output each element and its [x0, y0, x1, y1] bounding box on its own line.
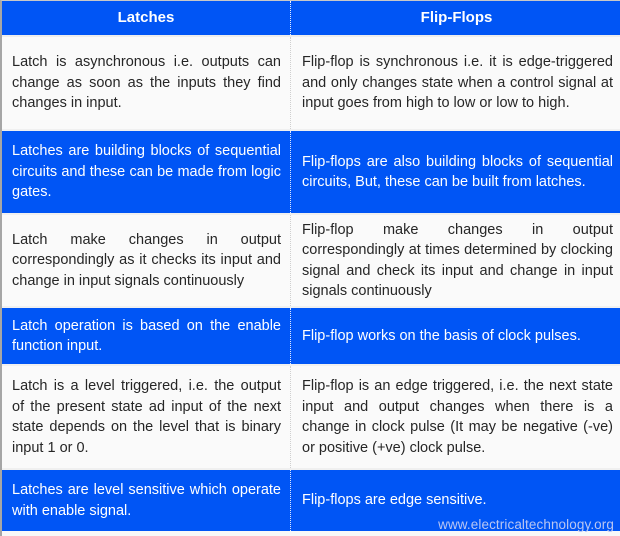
cell-latches: Latch is asynchronous i.e. outputs can change as soon as the inputs they find changes in input.	[12, 54, 281, 112]
column-header-flipflops: Flip-Flops	[290, 1, 620, 35]
cell-latches: Latch is a level triggered, i.e. the output of the present state ad input of the next state depends on the level that is binary input 1 or 0.	[12, 378, 281, 456]
cell-latches: Latches are level sensitive which operate with enable signal.	[12, 482, 281, 519]
cell-flipflops: Flip-flop make changes in output correspondingly at times determined by clocking signal and check its input and change in input signals continuously	[290, 215, 620, 306]
cell-flipflops: Flip-flops are edge sensitive.	[290, 470, 620, 531]
table-header-row	[2, 1, 620, 37]
cell-latches: Latches are building blocks of sequential circuits and these can be made from logic gates.	[12, 143, 281, 201]
cell-flipflops: Flip-flop is an edge triggered, i.e. the next state input and output changes when there is a change in clock pulse (It may be negative (-ve) or positive (+ve) clock pulse.	[290, 366, 620, 468]
table-row	[2, 364, 620, 468]
table-row	[2, 468, 620, 531]
watermark-text: www.electricaltechnology.org	[438, 517, 614, 532]
table-row	[2, 37, 620, 129]
table-row	[2, 129, 620, 213]
cell-flipflops: Flip-flop is synchronous i.e. it is edge-triggered and only changes state when a control signal at input goes from high to low or low to high.	[290, 37, 620, 129]
table-row	[2, 213, 620, 306]
column-header-latches: Latches	[117, 8, 175, 26]
cell-latches: Latch operation is based on the enable function input.	[12, 317, 281, 354]
table-row	[2, 306, 620, 364]
cell-latches: Latch make changes in output correspondingly as it checks its input and change in input signals continuously	[12, 231, 281, 289]
cell-flipflops: Flip-flops are also building blocks of sequential circuits, But, these can be built from latches.	[290, 131, 620, 213]
cell-flipflops: Flip-flop works on the basis of clock pulses.	[290, 308, 620, 364]
